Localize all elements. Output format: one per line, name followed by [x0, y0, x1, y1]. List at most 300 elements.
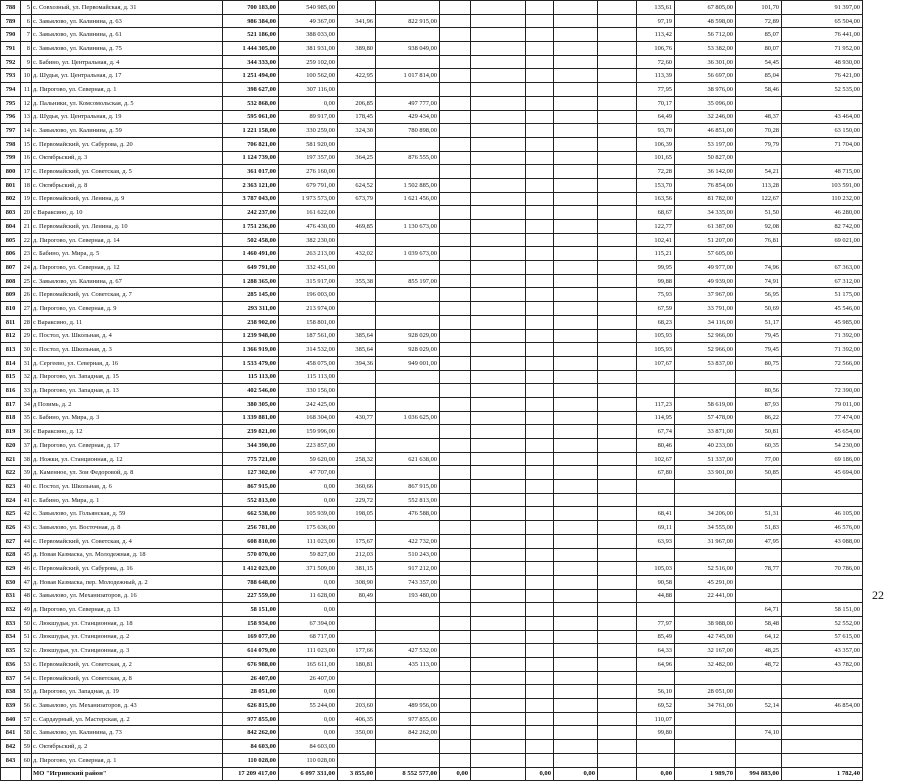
table-cell: 85,07: [736, 28, 782, 42]
table-cell: [782, 480, 863, 494]
table-row: [1, 548, 863, 562]
table-cell: [554, 55, 598, 69]
table-cell: [526, 14, 554, 28]
table-cell: [471, 685, 526, 699]
table-cell: 59 827,00: [279, 548, 338, 562]
table-cell: 69,11: [637, 521, 675, 535]
table-cell: 46 854,00: [782, 699, 863, 713]
table-cell: [471, 220, 526, 234]
address-cell: с. Завьялово, ул. Механизаторов, д. 43: [32, 699, 223, 713]
table-cell: 41: [21, 493, 32, 507]
table-cell: [376, 740, 440, 754]
table-row: [1, 685, 863, 699]
table-cell: [338, 753, 376, 767]
table-cell: 1 366 919,00: [223, 343, 279, 357]
table-cell: [471, 397, 526, 411]
table-cell: [471, 165, 526, 179]
table-cell: [440, 466, 471, 480]
table-cell: [526, 384, 554, 398]
table-cell: [554, 69, 598, 83]
table-cell: 33 791,00: [675, 302, 736, 316]
table-cell: [598, 83, 637, 97]
table-cell: [598, 110, 637, 124]
table-cell: [440, 343, 471, 357]
table-cell: [440, 356, 471, 370]
table-cell: 497 777,00: [376, 96, 440, 110]
table-cell: 53: [21, 658, 32, 672]
table-cell: [526, 603, 554, 617]
table-cell: [637, 384, 675, 398]
table-cell: 422,95: [338, 69, 376, 83]
table-cell: [471, 753, 526, 767]
table-cell: [598, 521, 637, 535]
table-cell: 402 546,00: [223, 384, 279, 398]
table-cell: [440, 178, 471, 192]
table-cell: 36 301,00: [675, 55, 736, 69]
table-cell: [440, 28, 471, 42]
table-cell: 43 782,00: [782, 658, 863, 672]
row-number-cell: 835: [1, 644, 21, 658]
total-cell: [598, 767, 637, 781]
table-cell: 50,81: [736, 425, 782, 439]
table-cell: 51 175,00: [782, 288, 863, 302]
table-cell: 49 939,00: [675, 274, 736, 288]
table-cell: [471, 548, 526, 562]
table-cell: [471, 411, 526, 425]
table-cell: [471, 42, 526, 56]
table-cell: 76 441,00: [782, 28, 863, 42]
table-cell: 56,10: [637, 685, 675, 699]
address-cell: с. Завьялово, ул. Калинина, д. 75: [32, 42, 223, 56]
table-cell: [554, 589, 598, 603]
table-cell: [598, 151, 637, 165]
table-cell: [471, 137, 526, 151]
table-cell: [440, 165, 471, 179]
table-cell: 54: [21, 671, 32, 685]
table-cell: [376, 302, 440, 316]
table-cell: 97,19: [637, 14, 675, 28]
table-cell: [440, 699, 471, 713]
table-cell: 43: [21, 521, 32, 535]
table-cell: [598, 493, 637, 507]
table-cell: 938 049,00: [376, 42, 440, 56]
table-row: [1, 562, 863, 576]
table-cell: 44: [21, 534, 32, 548]
table-cell: [598, 439, 637, 453]
table-row: [1, 644, 863, 658]
table-cell: [338, 397, 376, 411]
table-cell: [471, 521, 526, 535]
address-cell: д. Пирогово, ул. Северная, д. 1: [32, 753, 223, 767]
table-cell: 84 603,00: [223, 740, 279, 754]
table-cell: 67 363,00: [782, 261, 863, 275]
table-row: [1, 14, 863, 28]
row-number-cell: 808: [1, 274, 21, 288]
address-cell: с. Завьялово, ул. Калинина, д. 59: [32, 124, 223, 138]
table-cell: [554, 96, 598, 110]
table-cell: 49: [21, 603, 32, 617]
table-cell: [598, 753, 637, 767]
table-cell: 127 302,00: [223, 466, 279, 480]
table-cell: [338, 1, 376, 15]
table-cell: 105 939,00: [279, 507, 338, 521]
address-cell: с. Октябрьский, д. 2: [32, 740, 223, 754]
table-cell: [440, 397, 471, 411]
table-cell: 51 207,00: [675, 233, 736, 247]
table-cell: 59 620,00: [279, 452, 338, 466]
table-cell: [440, 671, 471, 685]
table-cell: 30: [21, 343, 32, 357]
table-cell: 69 186,00: [782, 452, 863, 466]
table-cell: 158 934,00: [223, 616, 279, 630]
table-cell: 37: [21, 439, 32, 453]
table-cell: 51 337,00: [675, 452, 736, 466]
table-cell: [440, 329, 471, 343]
table-cell: 1 621 456,00: [376, 192, 440, 206]
table-cell: [598, 247, 637, 261]
table-cell: [554, 165, 598, 179]
table-cell: [471, 274, 526, 288]
table-cell: [338, 466, 376, 480]
table-cell: 89 917,00: [279, 110, 338, 124]
table-cell: [440, 740, 471, 754]
table-cell: [526, 685, 554, 699]
table-cell: 78,77: [736, 562, 782, 576]
table-cell: [338, 315, 376, 329]
row-number-cell: 795: [1, 96, 21, 110]
table-cell: [526, 726, 554, 740]
table-cell: 105,93: [637, 329, 675, 343]
table-row: [1, 466, 863, 480]
total-row: [1, 767, 863, 781]
table-cell: 92,08: [736, 220, 782, 234]
table-cell: 52 535,00: [782, 83, 863, 97]
table-cell: 32 246,00: [675, 110, 736, 124]
table-cell: [675, 370, 736, 384]
table-cell: 58 151,00: [782, 603, 863, 617]
table-cell: [598, 302, 637, 316]
table-cell: 595 061,00: [223, 110, 279, 124]
table-cell: [554, 658, 598, 672]
row-number-cell: 793: [1, 69, 21, 83]
table-cell: [471, 589, 526, 603]
table-cell: 360,66: [338, 480, 376, 494]
table-cell: 51,50: [736, 206, 782, 220]
table-cell: [526, 178, 554, 192]
table-cell: 13: [21, 110, 32, 124]
table-row: [1, 589, 863, 603]
table-cell: [526, 343, 554, 357]
table-cell: [736, 370, 782, 384]
table-row: [1, 452, 863, 466]
table-cell: [554, 671, 598, 685]
table-cell: [554, 247, 598, 261]
table-cell: 34 335,00: [675, 206, 736, 220]
table-cell: 206,85: [338, 96, 376, 110]
table-cell: 308,90: [338, 575, 376, 589]
table-cell: 532 868,00: [223, 96, 279, 110]
table-cell: [376, 83, 440, 97]
table-cell: 85,04: [736, 69, 782, 83]
row-number-cell: 843: [1, 753, 21, 767]
total-cell: 0,00: [554, 767, 598, 781]
table-cell: [598, 452, 637, 466]
table-cell: [554, 124, 598, 138]
table-cell: 48 930,00: [782, 55, 863, 69]
table-cell: 103 591,00: [782, 178, 863, 192]
address-cell: д. Пирогово, ул. Северная, д. 14: [32, 233, 223, 247]
table-cell: 153,70: [637, 178, 675, 192]
table-cell: 977 855,00: [223, 712, 279, 726]
table-row: [1, 384, 863, 398]
table-cell: [598, 137, 637, 151]
table-cell: [440, 302, 471, 316]
table-cell: [440, 384, 471, 398]
table-cell: 34 116,00: [675, 315, 736, 329]
row-number-cell: 804: [1, 220, 21, 234]
table-cell: [598, 740, 637, 754]
table-cell: [675, 493, 736, 507]
table-cell: 371 509,00: [279, 562, 338, 576]
table-cell: 27: [21, 302, 32, 316]
table-cell: 74,91: [736, 274, 782, 288]
table-cell: 68,23: [637, 315, 675, 329]
row-number-cell: 822: [1, 466, 21, 480]
row-number-cell: 838: [1, 685, 21, 699]
row-number-cell: 817: [1, 397, 21, 411]
table-cell: [598, 384, 637, 398]
table-cell: 1 239 948,00: [223, 329, 279, 343]
table-cell: 56 712,00: [675, 28, 736, 42]
table-cell: 22: [21, 233, 32, 247]
table-cell: 46 576,00: [782, 521, 863, 535]
table-cell: 115 113,00: [279, 370, 338, 384]
table-cell: [554, 384, 598, 398]
table-cell: [554, 493, 598, 507]
table-cell: [782, 726, 863, 740]
table-cell: [598, 480, 637, 494]
table-cell: 55: [21, 685, 32, 699]
table-cell: [526, 534, 554, 548]
table-cell: [440, 274, 471, 288]
table-cell: 80,49: [338, 589, 376, 603]
table-cell: [440, 55, 471, 69]
table-cell: [637, 753, 675, 767]
table-cell: 977 855,00: [376, 712, 440, 726]
table-cell: [440, 480, 471, 494]
table-cell: [471, 96, 526, 110]
table-cell: 381 931,00: [279, 42, 338, 56]
table-cell: 28 051,00: [675, 685, 736, 699]
row-number-cell: 820: [1, 439, 21, 453]
table-cell: [440, 616, 471, 630]
table-cell: 79 011,00: [782, 397, 863, 411]
table-cell: 382 230,00: [279, 233, 338, 247]
table-cell: 31 967,00: [675, 534, 736, 548]
table-cell: [675, 753, 736, 767]
address-cell: с Вараксино, д. 12: [32, 425, 223, 439]
table-row: [1, 603, 863, 617]
table-cell: [440, 1, 471, 15]
table-cell: 102,41: [637, 233, 675, 247]
table-row: [1, 233, 863, 247]
table-cell: [598, 589, 637, 603]
row-number-cell: 807: [1, 261, 21, 275]
table-cell: [736, 712, 782, 726]
table-cell: 361 017,00: [223, 165, 279, 179]
table-cell: [338, 370, 376, 384]
address-cell: с. Завьялово, ул. Гольянская, д. 59: [32, 507, 223, 521]
table-cell: [471, 425, 526, 439]
table-row: [1, 220, 863, 234]
table-cell: 72,89: [736, 14, 782, 28]
table-cell: 55 244,00: [279, 699, 338, 713]
table-cell: [376, 616, 440, 630]
table-cell: [440, 603, 471, 617]
table-cell: [598, 1, 637, 15]
table-cell: [598, 685, 637, 699]
table-cell: 679 791,00: [279, 178, 338, 192]
table-cell: 385,64: [338, 343, 376, 357]
table-cell: [526, 630, 554, 644]
table-cell: 502 458,00: [223, 233, 279, 247]
table-cell: 74,10: [736, 726, 782, 740]
table-cell: [637, 493, 675, 507]
table-cell: 1 751 236,00: [223, 220, 279, 234]
table-cell: 67 805,00: [675, 1, 736, 15]
table-cell: 99,88: [637, 274, 675, 288]
table-row: [1, 616, 863, 630]
table-cell: [598, 42, 637, 56]
table-cell: 430,77: [338, 411, 376, 425]
table-cell: [338, 233, 376, 247]
table-cell: [471, 356, 526, 370]
table-cell: 928 029,00: [376, 343, 440, 357]
table-cell: [440, 96, 471, 110]
table-cell: 570 070,00: [223, 548, 279, 562]
page-number: 22: [872, 588, 884, 602]
table-cell: 53 382,00: [675, 42, 736, 56]
address-cell: с. Завьялово, ул. Калинина, д. 67: [32, 274, 223, 288]
table-cell: 429 434,00: [376, 110, 440, 124]
table-cell: 435 113,00: [376, 658, 440, 672]
table-cell: [598, 630, 637, 644]
table-cell: 178,45: [338, 110, 376, 124]
table-cell: [376, 384, 440, 398]
address-cell: с. Постол, ул. Школьная, д. 4: [32, 329, 223, 343]
table-cell: 19: [21, 192, 32, 206]
table-row: [1, 96, 863, 110]
table-cell: [598, 315, 637, 329]
table-cell: 1 130 673,00: [376, 220, 440, 234]
table-cell: [554, 439, 598, 453]
table-cell: 1 444 305,00: [223, 42, 279, 56]
table-cell: 458 075,00: [279, 356, 338, 370]
table-cell: [526, 671, 554, 685]
table-cell: [554, 178, 598, 192]
table-cell: 54,21: [736, 165, 782, 179]
table-cell: 180,81: [338, 658, 376, 672]
table-cell: 86,22: [736, 411, 782, 425]
table-cell: 259 102,00: [279, 55, 338, 69]
table-cell: [471, 616, 526, 630]
table-cell: [338, 83, 376, 97]
table-cell: [471, 466, 526, 480]
table-cell: [554, 220, 598, 234]
table-cell: [526, 274, 554, 288]
table-cell: [554, 466, 598, 480]
total-cell: 6 097 331,00: [279, 767, 338, 781]
table-cell: 7: [21, 28, 32, 42]
table-cell: [471, 534, 526, 548]
table-cell: [526, 288, 554, 302]
table-cell: [440, 630, 471, 644]
table-cell: 43 464,00: [782, 110, 863, 124]
table-cell: 84 603,00: [279, 740, 338, 754]
table-cell: [471, 644, 526, 658]
table-row: [1, 42, 863, 56]
table-cell: [526, 28, 554, 42]
table-cell: [471, 726, 526, 740]
table-cell: [598, 220, 637, 234]
table-cell: 608 810,00: [223, 534, 279, 548]
table-cell: 26 407,00: [223, 671, 279, 685]
table-cell: [526, 548, 554, 562]
table-cell: 68 717,00: [279, 630, 338, 644]
table-cell: 45 694,00: [782, 466, 863, 480]
table-cell: 93,70: [637, 124, 675, 138]
table-cell: 227 559,00: [223, 589, 279, 603]
table-cell: [782, 493, 863, 507]
table-cell: 928 029,00: [376, 329, 440, 343]
table-row: [1, 302, 863, 316]
row-number-cell: 789: [1, 14, 21, 28]
table-cell: 876 555,00: [376, 151, 440, 165]
table-cell: [471, 480, 526, 494]
table-cell: 68,41: [637, 507, 675, 521]
table-cell: [471, 1, 526, 15]
table-row: [1, 1, 863, 15]
table-cell: [554, 685, 598, 699]
table-cell: [637, 548, 675, 562]
table-cell: [637, 480, 675, 494]
table-cell: 36: [21, 425, 32, 439]
table-cell: 193 480,00: [376, 589, 440, 603]
table-cell: [338, 288, 376, 302]
table-cell: [526, 493, 554, 507]
table-cell: [598, 425, 637, 439]
table-row: [1, 534, 863, 548]
table-cell: [440, 493, 471, 507]
table-cell: 0,00: [279, 493, 338, 507]
table-cell: [376, 603, 440, 617]
total-cell: 994 883,00: [736, 767, 782, 781]
table-cell: [526, 302, 554, 316]
row-number-cell: 800: [1, 165, 21, 179]
address-cell: с. Бабино, ул. Центральная, д. 4: [32, 55, 223, 69]
table-cell: [554, 534, 598, 548]
table-cell: 662 538,00: [223, 507, 279, 521]
table-cell: [598, 28, 637, 42]
table-cell: 1 017 814,00: [376, 69, 440, 83]
table-cell: 1 039 673,00: [376, 247, 440, 261]
address-cell: с. Постол, ул. Школьная, д. 6: [32, 480, 223, 494]
table-cell: [440, 288, 471, 302]
table-cell: [554, 603, 598, 617]
row-number-cell: 829: [1, 562, 21, 576]
table-cell: [736, 548, 782, 562]
table-cell: 198,05: [338, 507, 376, 521]
